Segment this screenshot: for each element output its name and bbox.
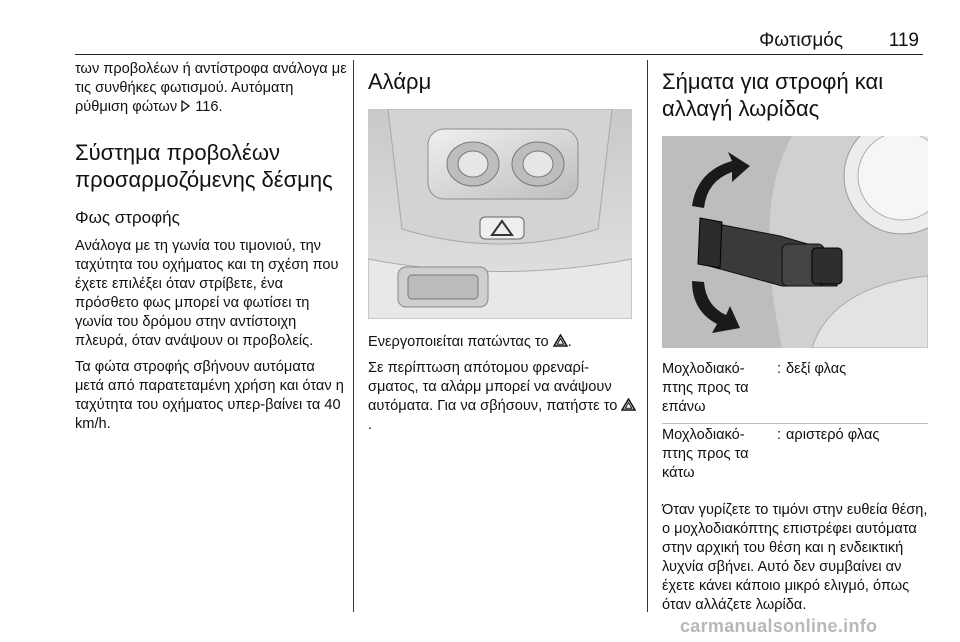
lever-meaning: αριστερό φλας xyxy=(786,427,880,443)
watermark: carmanualsonline.info xyxy=(680,616,878,636)
lever-meaning: δεξί φλας xyxy=(786,361,847,377)
column-divider-2 xyxy=(647,60,648,612)
page-header xyxy=(75,28,923,55)
paragraph-cornering-2: Τα φώτα στροφής σβήνουν αυτόματα μετά από παρατεταμένη χρήση και όταν η ταχύτητα του οχήματος υπερ-βαίνει τα 40 km/h. xyxy=(75,359,344,432)
paragraph-hazard-braking: Σε περίπτωση απότομου φρεναρί-σματος, τα αλάρμ μπορεί να ανάψουν αυτόματα. Για να σβήσουν, πατήστε το . xyxy=(368,359,638,435)
table-row xyxy=(662,358,928,423)
lever-position: Μοχλοδιακό-πτης προς τα κάτω xyxy=(662,427,749,481)
subheading-cornering-light: Φως στροφής xyxy=(75,208,180,227)
column-2 xyxy=(368,60,638,435)
hazard-button-illustration xyxy=(368,109,632,319)
section-heading-adaptive-lights: Σύστημα προβολέων προσαρμοζόμενης δέσμης xyxy=(75,140,333,192)
section-title: Φωτισμός xyxy=(759,30,843,51)
column-1 xyxy=(75,60,347,434)
column-divider-1 xyxy=(353,60,354,612)
page-number: 119 xyxy=(888,30,919,51)
hazard-triangle-icon xyxy=(553,334,568,350)
table-separator: : xyxy=(776,427,782,443)
section-heading-turn-signals: Σήματα για στροφή και αλλαγή λωρίδας xyxy=(662,69,884,121)
paragraph-cornering-1: Ανάλογα με τη γωνία του τιμονιού, την ταχύτητα του οχήματος και τη σχέση που έχετε επιλέξει όταν στρίβετε, ένα πρόσθετο φως μπορεί να φωτίσει τη γωνία του δρόμου στην αντίστοιχη πλευρά, όταν ανάψουν οι προβολείς. xyxy=(75,238,339,349)
hazard-triangle-icon xyxy=(621,398,636,414)
xref-link[interactable]: Αυτόματη ρύθμιση φώτων 116. xyxy=(75,80,294,115)
paragraph-hazard-activate: Ενεργοποιείται πατώντας το . xyxy=(368,334,572,350)
intro-text: των προβολέων ή αντίστροφα ανάλογα με τις συνθήκες φωτισμού. Αυτόματη ρύθμιση φώτων 116. xyxy=(75,61,347,115)
lever-position: Μοχλοδιακό-πτης προς τα επάνω xyxy=(662,361,749,415)
table-row xyxy=(662,424,928,489)
paragraph-lever-return: Όταν γυρίζετε το τιμόνι στην ευθεία θέση, ο μοχλοδιακόπτης επιστρέφει αυτόματα στην αρχική του θέση και η ενδεικτική λυχνία σβήνει. Αυτό δεν συμβαίνει αν έχετε κάνει κάποιο μικρό ελιγμό, όπως όταν αλλάζετε λωρίδα. xyxy=(662,502,928,613)
turn-signal-lever-illustration xyxy=(662,136,928,348)
table-separator: : xyxy=(776,361,782,377)
xref-arrow-icon xyxy=(181,99,195,115)
column-3 xyxy=(662,60,928,615)
section-heading-hazard: Αλάρμ xyxy=(368,69,432,94)
lever-table xyxy=(662,358,928,489)
